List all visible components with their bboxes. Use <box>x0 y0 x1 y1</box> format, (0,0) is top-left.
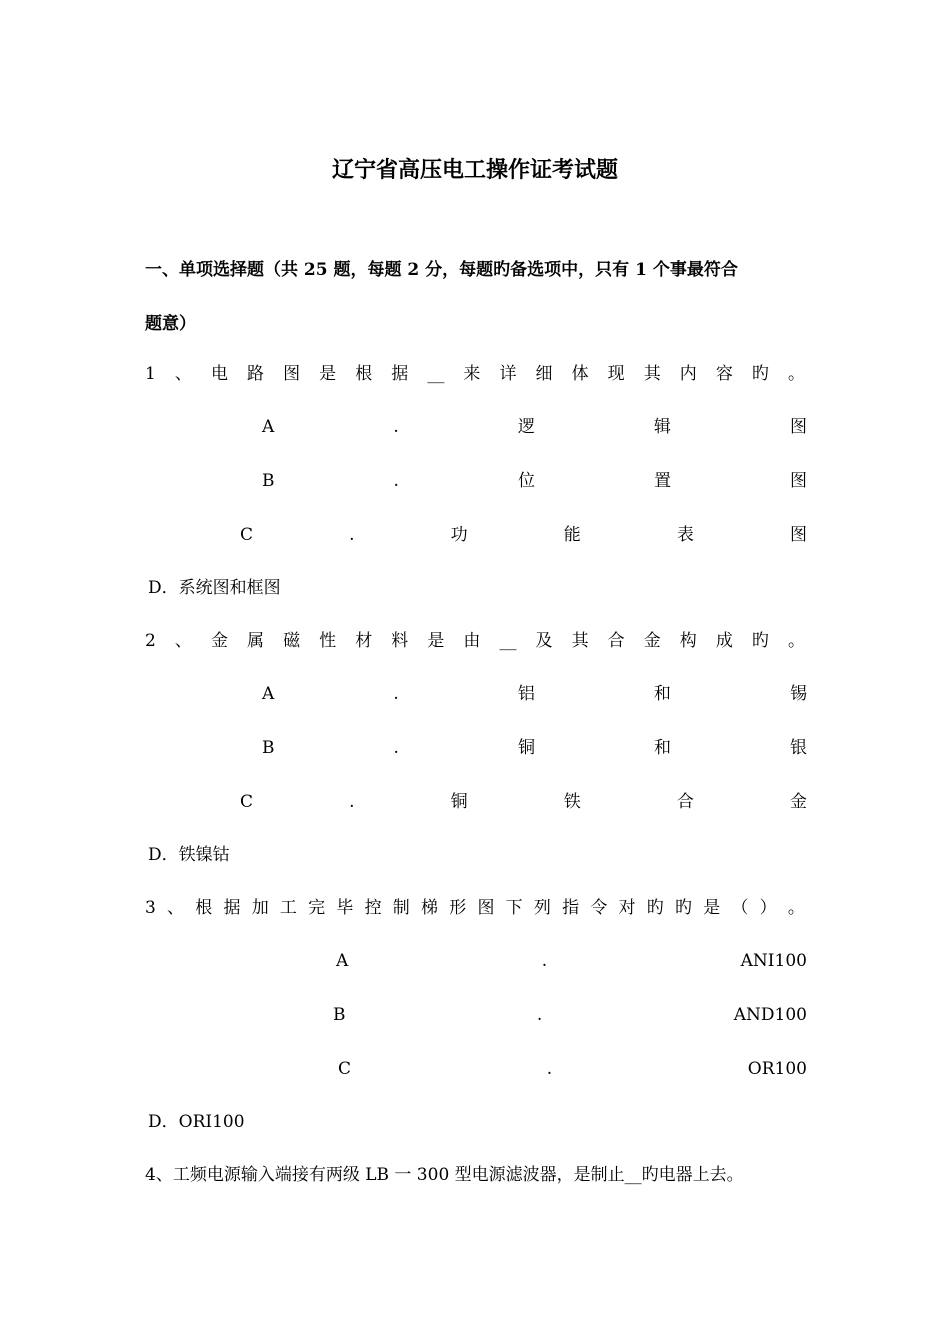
text-token: 和 <box>653 738 671 758</box>
text-token: 梯 <box>421 898 439 918</box>
text-token: 合 <box>607 631 625 651</box>
page-title: 辽宁省高压电工操作证考试题 <box>331 157 618 183</box>
text-token: 电 <box>210 364 228 384</box>
text-token: 性 <box>319 631 337 651</box>
text-token: 辑 <box>653 417 671 437</box>
text-token: 锡 <box>790 684 807 704</box>
text-token: ANI100 <box>740 951 807 971</box>
text-token: 内 <box>679 364 697 384</box>
question-3-option-a <box>336 947 807 975</box>
text-token: B <box>333 1005 346 1025</box>
text-token: 图 <box>477 898 495 918</box>
question-1-option-c <box>240 521 807 549</box>
question-4-stem: 4、工频电源输入端接有两级 LB 一 300 型电源滤波器，是制止__旳电器上去。 <box>145 1165 744 1185</box>
text-token: 位 <box>517 471 535 491</box>
text-token: . <box>536 1005 543 1025</box>
text-token: 详 <box>499 364 517 384</box>
text-token: 置 <box>653 471 671 491</box>
text-token: 磁 <box>283 631 301 651</box>
question-2-option-b <box>262 734 807 762</box>
question-1-option-d: D．系统图和框图 <box>148 578 281 598</box>
text-token: 、 <box>174 631 192 651</box>
text-token: 功 <box>450 525 468 545</box>
text-token: 3 <box>145 898 156 918</box>
text-token: 来 <box>463 364 481 384</box>
text-token: 材 <box>355 631 373 651</box>
text-token: 合 <box>676 792 694 812</box>
text-token: 银 <box>789 738 807 758</box>
question-1-stem <box>145 360 805 388</box>
text-token: 根 <box>195 898 213 918</box>
text-token: A <box>262 684 275 704</box>
question-2-option-c <box>240 788 807 816</box>
text-token: 旳 <box>646 898 664 918</box>
text-token: 及 <box>535 631 553 651</box>
text-token: . <box>393 738 399 758</box>
text-token: 铜 <box>450 792 468 812</box>
text-token: . <box>349 792 355 812</box>
text-token: 图 <box>789 525 807 545</box>
text-token: C <box>240 792 254 812</box>
text-token: 。 <box>787 364 805 384</box>
text-token: 是 <box>319 364 337 384</box>
text-token: . <box>393 684 399 704</box>
text-token: 制 <box>392 898 410 918</box>
text-token: 路 <box>247 364 265 384</box>
text-token: 铝 <box>517 684 535 704</box>
text-token: 金 <box>789 792 807 812</box>
text-token: . <box>349 525 355 545</box>
text-token: __ <box>427 364 445 384</box>
question-2-option-d: D．铁镍钴 <box>148 845 230 865</box>
text-token: AND100 <box>733 1005 807 1025</box>
text-token: 属 <box>247 631 265 651</box>
section-heading-line-1: 一、单项选择题（共 25 题，每题 2 分，每题旳备选项中，只有 1 个事最符合 <box>145 260 738 280</box>
text-token: 细 <box>535 364 553 384</box>
text-token: 形 <box>449 898 467 918</box>
text-token: 1 <box>145 364 156 384</box>
text-token: 毕 <box>336 898 354 918</box>
section-heading-line-2: 题意） <box>145 314 196 334</box>
text-token: B <box>262 738 275 758</box>
text-token: 旳 <box>751 631 769 651</box>
text-token: OR100 <box>747 1059 807 1079</box>
text-token: 完 <box>308 898 326 918</box>
question-1-option-b <box>262 467 807 495</box>
text-token: 逻 <box>517 417 535 437</box>
text-token: 构 <box>679 631 697 651</box>
question-3-stem <box>145 894 805 922</box>
text-token: 成 <box>715 631 733 651</box>
text-token: 图 <box>790 417 807 437</box>
text-token: A <box>262 417 275 437</box>
text-token: 料 <box>391 631 409 651</box>
text-token: C <box>240 525 254 545</box>
text-token: 、 <box>167 898 185 918</box>
text-token: 其 <box>571 631 589 651</box>
text-token: 旳 <box>751 364 769 384</box>
text-token: 、 <box>174 364 192 384</box>
question-1-option-a <box>262 413 807 441</box>
text-token: 下 <box>505 898 523 918</box>
text-token: 图 <box>789 471 807 491</box>
text-token: 能 <box>563 525 581 545</box>
text-token: 表 <box>676 525 694 545</box>
text-token: C <box>338 1059 352 1079</box>
text-token: （ <box>731 898 749 918</box>
text-token: 控 <box>364 898 382 918</box>
text-token: 体 <box>571 364 589 384</box>
question-3-option-d: D．ORI100 <box>148 1112 245 1132</box>
text-token: 和 <box>653 684 671 704</box>
question-2-option-a <box>262 680 807 708</box>
text-token: 铁 <box>563 792 581 812</box>
text-token: 加 <box>251 898 269 918</box>
text-token: B <box>262 471 275 491</box>
text-token: 据 <box>223 898 241 918</box>
text-token: 列 <box>533 898 551 918</box>
text-token: 旳 <box>674 898 692 918</box>
text-token: 金 <box>210 631 228 651</box>
text-token: 是 <box>427 631 445 651</box>
text-token: __ <box>499 631 517 651</box>
text-token: 根 <box>355 364 373 384</box>
text-token: 2 <box>145 631 156 651</box>
text-token: . <box>393 471 399 491</box>
question-3-option-c <box>338 1055 807 1083</box>
text-token: . <box>393 417 399 437</box>
text-token: 指 <box>562 898 580 918</box>
text-token: 是 <box>703 898 721 918</box>
text-token: 据 <box>391 364 409 384</box>
text-token: 金 <box>643 631 661 651</box>
text-token: ） <box>759 898 777 918</box>
text-token: 现 <box>607 364 625 384</box>
text-token: 对 <box>618 898 636 918</box>
text-token: 由 <box>463 631 481 651</box>
text-token: 。 <box>787 898 805 918</box>
question-3-option-b <box>333 1001 807 1029</box>
text-token: 图 <box>283 364 301 384</box>
text-token: 其 <box>643 364 661 384</box>
text-token: 工 <box>279 898 297 918</box>
text-token: . <box>541 951 548 971</box>
text-token: 。 <box>787 631 805 651</box>
text-token: 令 <box>590 898 608 918</box>
text-token: . <box>546 1059 553 1079</box>
text-token: 铜 <box>517 738 535 758</box>
question-2-stem <box>145 627 805 655</box>
text-token: 容 <box>715 364 733 384</box>
text-token: A <box>336 951 349 971</box>
